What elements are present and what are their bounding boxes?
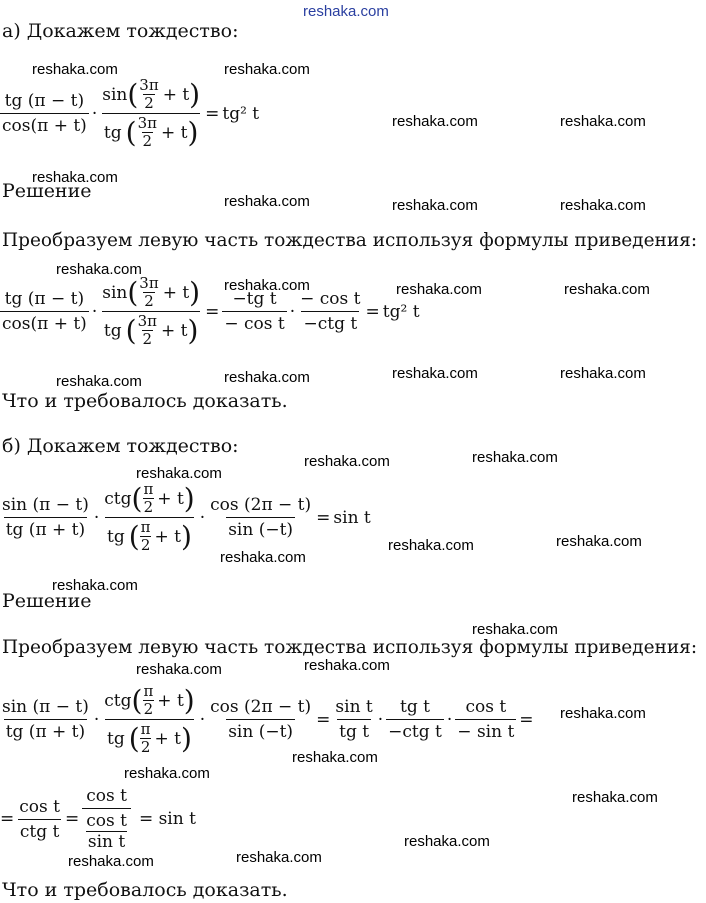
- numerator: tg (π − t): [4, 289, 85, 309]
- rhs: tg² t: [222, 103, 260, 124]
- numerator: sin (π − t): [2, 697, 89, 717]
- paren: (: [128, 721, 140, 755]
- small-num: π: [143, 682, 154, 700]
- plus-t: + t: [154, 526, 182, 547]
- small-fraction: [137, 314, 158, 347]
- denominator: [82, 808, 131, 852]
- small-num: 3π: [137, 312, 157, 330]
- small-fraction: [138, 276, 159, 309]
- plus-t: + t: [160, 122, 188, 143]
- watermark: reshaka.com: [396, 281, 482, 298]
- sin-label: sin: [102, 282, 128, 303]
- watermark: reshaka.com: [136, 465, 222, 482]
- plus-t: + t: [162, 84, 190, 105]
- numerator: sin (π − t): [2, 495, 89, 515]
- denominator: tg (π + t): [4, 517, 87, 540]
- paren: (: [127, 77, 139, 111]
- numerator: −tg t: [232, 289, 277, 309]
- denominator: sin t: [87, 832, 126, 852]
- denominator: sin (−t): [226, 517, 295, 540]
- denominator: [102, 311, 200, 347]
- watermark: reshaka.com: [224, 193, 310, 210]
- dot: ·: [199, 507, 206, 528]
- watermark: reshaka.com: [32, 61, 118, 78]
- fraction: [102, 482, 196, 553]
- part-a-heading: а) Докажем тождество:: [2, 20, 239, 42]
- dot: ·: [446, 709, 453, 730]
- equals: =: [316, 507, 331, 528]
- small-fraction: [140, 722, 152, 755]
- small-num: 3π: [139, 274, 159, 292]
- numerator: − cos t: [300, 289, 361, 309]
- small-fraction: [140, 520, 152, 553]
- watermark: reshaka.com: [56, 373, 142, 390]
- denominator: −ctg t: [386, 719, 444, 742]
- watermark: reshaka.com: [220, 549, 306, 566]
- plus-t: + t: [154, 728, 182, 749]
- fraction: [0, 495, 91, 540]
- watermark: reshaka.com: [304, 657, 390, 674]
- fraction: [0, 697, 91, 742]
- denominator: cos(π + t): [0, 113, 89, 136]
- ctg-label: ctg: [104, 488, 132, 509]
- equation-b3: [0, 786, 199, 852]
- paren: ): [183, 481, 195, 515]
- dot: ·: [377, 709, 384, 730]
- dot: ·: [93, 507, 100, 528]
- paren: (: [131, 683, 143, 717]
- equals: =: [365, 301, 380, 322]
- denominator: − sin t: [455, 719, 516, 742]
- rhs: tg² t: [382, 301, 420, 322]
- watermark: reshaka.com: [136, 661, 222, 678]
- numerator: cos t: [19, 796, 60, 817]
- paren: ): [187, 313, 199, 347]
- paren: ): [183, 683, 195, 717]
- fraction: [102, 684, 196, 755]
- denominator: cos(π + t): [0, 311, 89, 334]
- fraction: [455, 697, 516, 742]
- watermark: reshaka.com: [236, 849, 322, 866]
- paren: ): [181, 721, 192, 755]
- watermark: reshaka.com: [392, 365, 478, 382]
- denominator: −ctg t: [301, 311, 359, 334]
- sin-label: sin: [102, 84, 128, 105]
- watermark: reshaka.com: [224, 277, 310, 294]
- watermark: reshaka.com: [32, 169, 118, 186]
- fraction: [100, 78, 202, 149]
- dot: ·: [91, 103, 98, 124]
- part-a-transform-text: Преобразуем левую часть тождества используя формулы приведения:: [2, 230, 698, 251]
- numerator: sin t: [335, 697, 373, 717]
- part-b-transform-text: Преобразуем левую часть тождества используя формулы приведения:: [2, 637, 698, 658]
- numerator: tg t: [400, 697, 430, 717]
- numerator: cos t: [86, 811, 127, 831]
- plus-t: + t: [157, 690, 184, 711]
- watermark: reshaka.com: [292, 749, 378, 766]
- paren: ): [189, 77, 201, 111]
- dot: ·: [289, 301, 296, 322]
- fraction: [208, 697, 313, 742]
- small-den: 2: [143, 498, 154, 516]
- denominator: − cos t: [222, 311, 286, 334]
- fraction: [222, 289, 286, 334]
- fraction: [333, 697, 374, 742]
- watermark: reshaka.com: [303, 3, 389, 20]
- small-num: 3π: [139, 76, 159, 94]
- small-den: 2: [140, 536, 151, 554]
- numerator: [100, 276, 202, 311]
- watermark: reshaka.com: [560, 113, 646, 130]
- watermark: reshaka.com: [404, 833, 490, 850]
- small-num: 3π: [137, 114, 157, 132]
- small-den: 2: [144, 94, 154, 112]
- tg-label: tg: [103, 122, 122, 143]
- small-den: 2: [144, 292, 154, 310]
- inner-fraction: [84, 811, 129, 852]
- equation-b2: [0, 684, 537, 755]
- fraction: [386, 697, 444, 742]
- dot: ·: [199, 709, 206, 730]
- ctg-label: ctg: [104, 690, 132, 711]
- numerator: cos t: [86, 786, 127, 806]
- numerator: cos (2π − t): [210, 495, 312, 515]
- equals: =: [64, 809, 80, 829]
- numerator: cos (2π − t): [210, 697, 312, 717]
- numerator: [100, 78, 202, 113]
- paren: (: [131, 481, 143, 515]
- plus-t: + t: [160, 320, 188, 341]
- equals: =: [316, 709, 331, 730]
- watermark: reshaka.com: [560, 705, 646, 722]
- small-den: 2: [142, 132, 153, 150]
- rhs: = sin t: [138, 809, 196, 829]
- tg-label: tg: [103, 320, 122, 341]
- watermark: reshaka.com: [224, 369, 310, 386]
- denominator: tg (π + t): [4, 719, 87, 742]
- fraction: [17, 797, 62, 842]
- part-a-proved: Что и требовалось доказать.: [2, 390, 288, 412]
- watermark: reshaka.com: [392, 113, 478, 130]
- watermark: reshaka.com: [472, 449, 558, 466]
- part-b-proved: Что и требовалось доказать.: [2, 879, 288, 901]
- paren: (: [128, 519, 140, 553]
- numerator: [102, 684, 196, 719]
- equation-a2: [0, 276, 420, 347]
- numerator: cos t: [465, 697, 507, 717]
- small-fraction: [137, 116, 158, 149]
- paren: (: [125, 115, 137, 149]
- dot: ·: [93, 709, 100, 730]
- denominator: [102, 113, 200, 149]
- part-a-solution-label: Решение: [2, 180, 92, 202]
- fraction: [0, 289, 89, 334]
- paren: ): [187, 115, 199, 149]
- tg-label: tg: [107, 728, 125, 749]
- watermark: reshaka.com: [52, 577, 138, 594]
- watermark: reshaka.com: [556, 533, 642, 550]
- small-fraction: [142, 684, 154, 717]
- fraction: [82, 786, 131, 852]
- fraction: [298, 289, 362, 334]
- plus-t: + t: [162, 282, 190, 303]
- paren: ): [181, 519, 192, 553]
- plus-t: + t: [157, 488, 184, 509]
- watermark: reshaka.com: [560, 197, 646, 214]
- watermark: reshaka.com: [392, 197, 478, 214]
- rhs: sin t: [333, 507, 371, 528]
- fraction: [208, 495, 313, 540]
- equation-a1: [0, 78, 259, 149]
- small-den: 2: [143, 700, 154, 718]
- watermark: reshaka.com: [560, 365, 646, 382]
- watermark: reshaka.com: [564, 281, 650, 298]
- paren: (: [127, 275, 139, 309]
- paren: ): [189, 275, 201, 309]
- watermark: reshaka.com: [68, 853, 154, 870]
- paren: (: [125, 313, 137, 347]
- watermark: reshaka.com: [124, 765, 210, 782]
- equals: =: [519, 709, 534, 730]
- small-fraction: [142, 482, 154, 515]
- watermark: reshaka.com: [472, 621, 558, 638]
- denominator: [105, 719, 194, 755]
- small-fraction: [138, 78, 159, 111]
- equals: =: [0, 809, 15, 829]
- part-b-solution-label: Решение: [2, 590, 92, 612]
- watermark: reshaka.com: [56, 261, 142, 278]
- equals: =: [205, 103, 220, 124]
- small-den: 2: [140, 738, 151, 756]
- small-num: π: [140, 720, 151, 738]
- denominator: sin (−t): [226, 719, 295, 742]
- watermark: reshaka.com: [224, 61, 310, 78]
- denominator: ctg t: [18, 819, 61, 842]
- dot: ·: [91, 301, 98, 322]
- part-b-heading: б) Докажем тождество:: [2, 435, 239, 457]
- watermark: reshaka.com: [388, 537, 474, 554]
- fraction: [0, 91, 89, 136]
- small-num: π: [140, 518, 151, 536]
- fraction: [100, 276, 202, 347]
- watermark: reshaka.com: [304, 453, 390, 470]
- denominator: [105, 517, 194, 553]
- small-num: π: [143, 480, 154, 498]
- equals: =: [205, 301, 220, 322]
- numerator: [102, 482, 196, 517]
- watermark: reshaka.com: [572, 789, 658, 806]
- small-den: 2: [142, 330, 153, 348]
- equation-b1: [0, 482, 371, 553]
- tg-label: tg: [107, 526, 125, 547]
- denominator: tg t: [337, 719, 371, 742]
- numerator: tg (π − t): [4, 91, 85, 111]
